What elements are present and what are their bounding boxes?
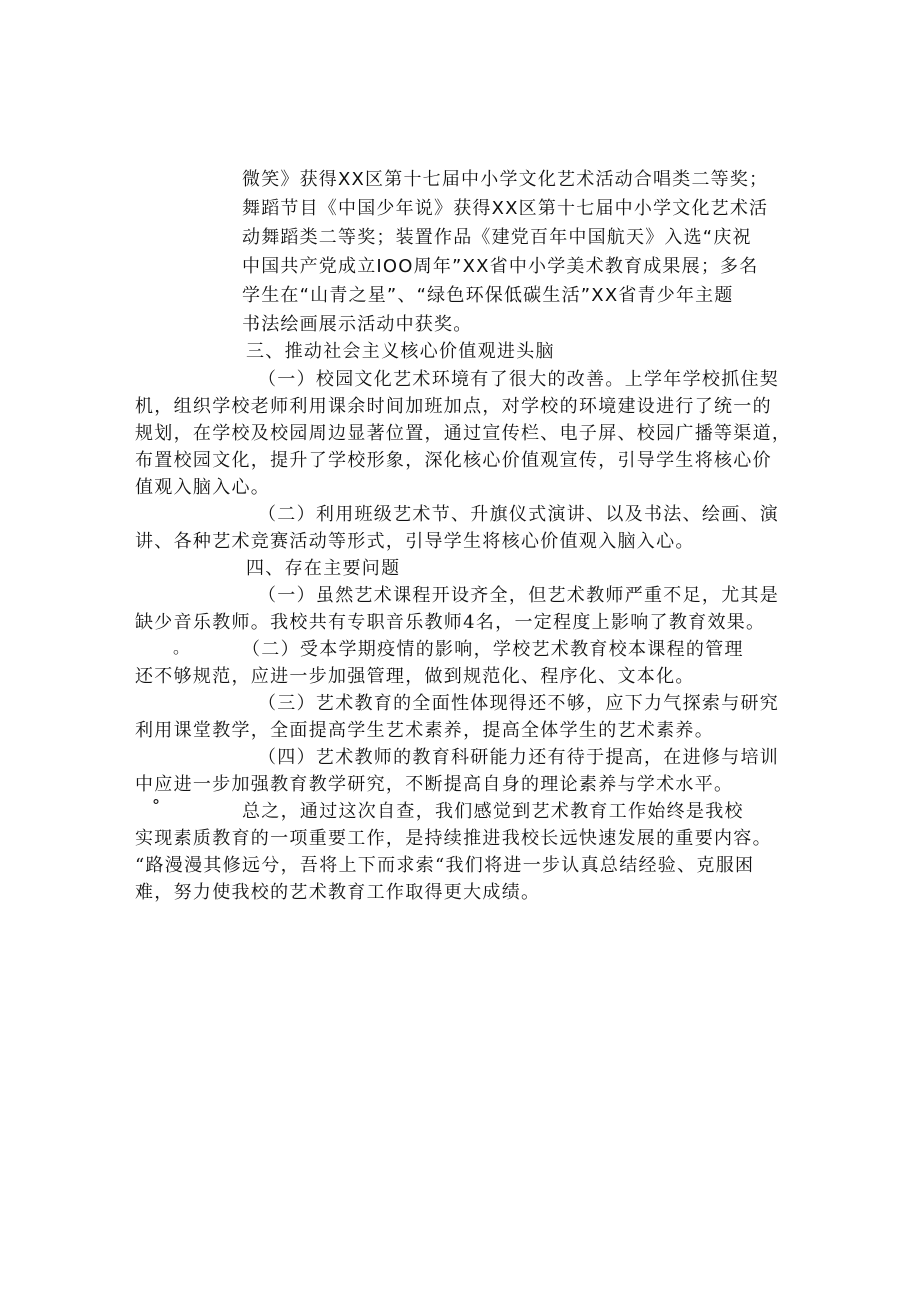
- paragraph-line: （一）校园文化艺术环境有了很大的改善。上学年学校抓住契: [258, 369, 780, 390]
- paragraph-line: 总之，通过这次自查，我们感觉到艺术教育工作始终是我校: [242, 801, 744, 822]
- paragraph-line: 布置校园文化，提升了学校形象，深化核心价值观宣传，引导学生将核心价: [135, 450, 772, 471]
- paragraph-line: （四）艺术教师的教育科研能力还有待于提高，在进修与培训: [258, 747, 780, 768]
- paragraph-line: （二）受本学期疫情的影响，学校艺术教育校本课程的管理: [242, 639, 744, 660]
- section-heading: 三、推动社会主义核心价值观进头脑: [246, 341, 555, 362]
- paragraph-line: （三）艺术教育的全面性体现得还不够，应下力气探索与研究: [258, 693, 780, 714]
- section-heading: 四、存在主要问题: [246, 558, 401, 579]
- paragraph-line: 实现素质教育的一项重要工作，是持续推进我校长远快速发展的重要内容。: [135, 828, 772, 849]
- paragraph-line: 讲、各种艺术竞赛活动等形式，引导学生将核心价值观入脑入心。: [135, 531, 695, 552]
- paragraph-line: 利用课堂教学，全面提高学生艺术素养，提高全体学生的艺术素养。: [135, 720, 714, 741]
- paragraph-line: 难，努力使我校的艺术教育工作取得更大成绩。: [135, 882, 541, 903]
- paragraph-line: 中国共产党成立IOO周年”XX省中小学美术教育成果展；多名: [242, 256, 759, 277]
- paragraph-line: 微笑》获得XX区第十七届中小学文化艺术活动合唱类二等奖；: [242, 169, 769, 190]
- paragraph-line: （二）利用班级艺术节、升旗仪式演讲、以及书法、绘画、演: [258, 504, 780, 525]
- paragraph-line: 学生在“山青之星”、“绿色环保低碳生活”XX省青少年主题: [242, 285, 734, 306]
- stray-mark: °: [152, 796, 160, 815]
- paragraph-line: 书法绘画展示活动中获奖。: [242, 314, 473, 335]
- paragraph-line: 中应进一步加强教育教学研究，不断提高自身的理论素养与学术水平。: [135, 774, 734, 795]
- paragraph-line: 机，组织学校老师利用课余时间加班加点，对学校的环境建设进行了统一的: [135, 396, 772, 417]
- paragraph-line: “路漫漫其修远兮，吾将上下而求索“我们将进一步认真总结经验、克服困: [135, 855, 755, 876]
- paragraph-line: 值观入脑入心。: [135, 477, 271, 498]
- paragraph-line: 动舞蹈类二等奖；装置作品《建党百年中国航天》入选“庆祝: [242, 227, 752, 248]
- paragraph-line: （一）虽然艺术课程开设齐全，但艺术教师严重不足，尤其是: [258, 585, 780, 606]
- paragraph-line: 规划，在学校及校园周边显著位置，通过宣传栏、电子屏、校园广播等渠道，: [135, 423, 792, 444]
- paragraph-line: 舞蹈节目《中国少年说》获得XX区第十七届中小学文化艺术活: [242, 198, 769, 219]
- paragraph-line: 还不够规范，应进一步加强管理，做到规范化、程序化、文本化。: [135, 666, 695, 687]
- paragraph-line: 缺少音乐教师。我校共有专职音乐教师4名，一定程度上影响了教育效果。: [135, 612, 766, 633]
- stray-mark: 。: [173, 638, 190, 657]
